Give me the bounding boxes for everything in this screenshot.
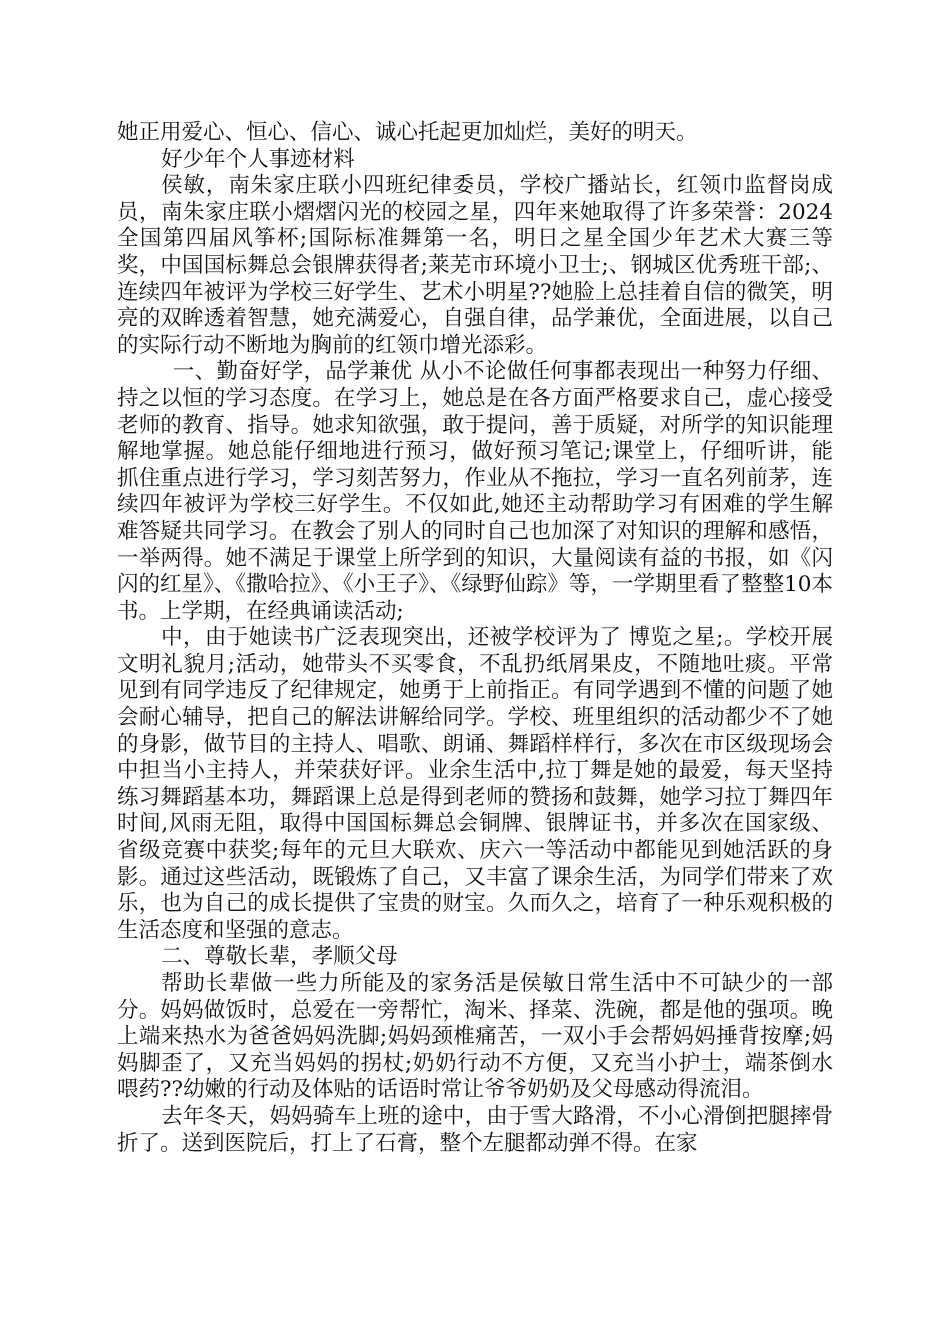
paragraph-introduction: 侯敏，南朱家庄联小四班纪律委员，学校广播站长，红领巾监督岗成员，南朱家庄联小熠熠闪光的校园之星，四年来她取得了许多荣誉：2024全国第四届风筝杯;国际标准舞第一名，明日之星全国少年艺术大赛三等奖，中国国标舞总会银牌获得者;莱芜市环境小卫士;、钢城区优秀班干部;、连续四年被评为学校三好学生、艺术小明星??她脸上总挂着自信的微笑，明亮的双眸透着智慧，她充满爱心，自强自律，品学兼优，全面进展，以自己的实际行动不断地为胸前的红领巾增光添彩。 (117, 173, 833, 358)
paragraph-closing-line: 她正用爱心、恒心、信心、诚心托起更加灿烂，美好的明天。 (117, 120, 698, 145)
paragraph-section-two-body: 帮助长辈做一些力所能及的家务活是侯敏日常生活中不可缺少的一部分。妈妈做饭时，总爱在一旁帮忙，淘米、择菜、洗碗，都是他的强项。晚上端来热水为爸爸妈妈洗脚;妈妈颈椎痛苦，一双小手会帮妈妈捶背按摩;妈妈脚歪了，又充当妈妈的拐杖;奶奶行动不方便，又充当小护士，端茶倒水喂药??幼嫩的行动及体贴的话语时常让爷爷奶奶及父母感动得流泪。 (117, 971, 833, 1103)
paragraph-winter-story: 去年冬天，妈妈骑车上班的途中，由于雪大路滑，不小心滑倒把腿摔骨折了。送到医院后，打上了石膏，整个左腿都动弹不得。在家 (117, 1103, 833, 1156)
paragraph-title: 好少年个人事迹材料 (161, 146, 355, 172)
paragraph-section-two-heading: 二、尊敬长辈，孝顺父母 (161, 944, 398, 970)
document-body (117, 120, 833, 1157)
paragraph-section-one-continued: 中，由于她读书广泛表现突出，还被学校评为了 博览之星;。学校开展文明礼貌月;活动，她带头不买零食，不乱扔纸屑果皮，不随地吐痰。平常见到有同学违反了纪律规定，她勇于上前指正。有同学遇到不懂的问题了她会耐心辅导，把自己的解法讲解给同学。学校、班里组织的活动都少不了她的身影，做节目的主持人、唱歌、朗诵、舞蹈样样行，多次在市区级现场会中担当小主持人，并荣获好评。业余生活中,拉丁舞是她的最爱，每天坚持练习舞蹈基本功，舞蹈课上总是得到老师的赞扬和鼓舞，她学习拉丁舞四年时间,风雨无阻，取得中国国标舞总会铜牌、银牌证书，并多次在国家级、省级竞赛中获奖;每年的元旦大联欢、庆六一等活动中都能见到她活跃的身影。通过这些活动，既锻炼了自己，又丰富了课余生活，为同学们带来了欢乐，也为自己的成长提供了宝贵的财宝。久而久之，培育了一种乐观积极的生活态度和坚强的意志。 (117, 625, 833, 943)
paragraph-section-one: 一、勤奋好学，品学兼优 从小不论做任何事都表现出一种努力仔细、持之以恒的学习态度。在学习上，她总是在各方面严格要求自己，虚心接受老师的教育、指导。她求知欲强，敢于提问，善于质疑，对所学的知识能理解地掌握。她总能仔细地进行预习，做好预习笔记;课堂上，仔细听讲，能抓住重点进行学习，学习刻苦努力，作业从不拖拉，学习一直名列前茅，连续四年被评为学校三好学生。不仅如此,她还主动帮助学习有困难的学生解难答疑共同学习。在教会了别人的同时自己也加深了对知识的理解和感悟，一举两得。她不满足于课堂上所学到的知识，大量阅读有益的书报，如《闪闪的红星》、《撒哈拉》、《小王子》、《绿野仙踪》等，一学期里看了整整10本书。上学期，在经典诵读活动; (117, 359, 833, 624)
